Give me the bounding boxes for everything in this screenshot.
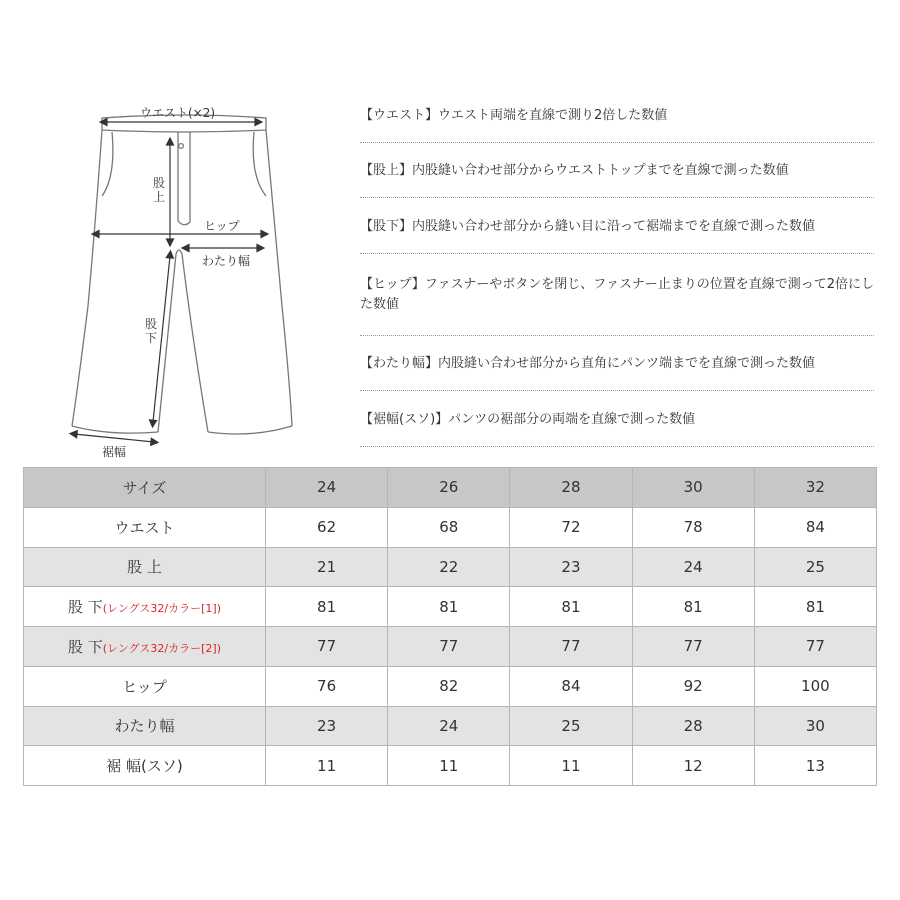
pants-diagram: [60, 96, 310, 462]
definition-text: 【裾幅(スソ)】パンツの裾部分の両端を直線で測った数値: [360, 412, 696, 427]
row-note: (レングス32/カラー[2]): [102, 641, 222, 655]
value-cell: 84: [754, 507, 876, 547]
row-label-cell: [24, 666, 266, 706]
row-label-cell: [24, 627, 266, 667]
value-cell: 76: [266, 666, 388, 706]
value-cell: 81: [632, 587, 754, 627]
value-cell: 62: [266, 507, 388, 547]
definition-text: 【股下】内股縫い合わせ部分から縫い目に沿って裾端までを直線で測った数値: [360, 219, 816, 234]
value-cell: 81: [754, 587, 876, 627]
table-row: [24, 706, 877, 746]
crotch-line: [176, 250, 182, 254]
value-cell: 24: [632, 547, 754, 587]
definition-text: 【ヒップ】ファスナーやボタンを閉じ、ファスナー止まりの位置を直線で測って2倍にした数値: [360, 277, 874, 312]
value-cell: 23: [510, 547, 632, 587]
size-cell: 30: [632, 468, 754, 508]
table-row: [24, 507, 877, 547]
value-cell: 12: [632, 746, 754, 786]
header-label-cell: サイズ: [24, 468, 266, 508]
hem-label: 裾幅: [102, 445, 127, 459]
value-cell: 81: [266, 587, 388, 627]
row-label-cell: [24, 587, 266, 627]
value-cell: 77: [388, 627, 510, 667]
row-label-cell: [24, 507, 266, 547]
value-cell: 11: [388, 746, 510, 786]
definition-text: 【ウエスト】ウエスト両端を直線で測り2倍した数値: [360, 108, 668, 123]
value-cell: 92: [632, 666, 754, 706]
value-cell: 77: [510, 627, 632, 667]
value-cell: 72: [510, 507, 632, 547]
row-label: 股 上: [127, 558, 162, 577]
table-row: [24, 627, 877, 667]
row-label: ウエスト: [114, 518, 175, 537]
value-cell: 28: [632, 706, 754, 746]
table-row: [24, 547, 877, 587]
size-cell: 32: [754, 468, 876, 508]
left-leg-outer-line: [72, 130, 102, 426]
left-pocket-line: [102, 132, 113, 196]
row-label: ヒップ: [122, 677, 167, 696]
definition-rise: [360, 161, 874, 198]
definition-hip: [360, 275, 874, 336]
value-cell: 25: [754, 547, 876, 587]
definition-thigh: [360, 354, 874, 391]
value-cell: 82: [388, 666, 510, 706]
left-hem-line: [72, 426, 158, 433]
right-hem-line: [208, 426, 292, 434]
size-table: [23, 467, 877, 786]
hip-label: ヒップ: [204, 219, 240, 233]
table-header-row: [24, 468, 877, 508]
value-cell: 11: [510, 746, 632, 786]
value-cell: 81: [388, 587, 510, 627]
value-cell: 25: [510, 706, 632, 746]
right-leg-outer-line: [266, 130, 292, 426]
row-label-cell: [24, 746, 266, 786]
rise-label: 股上: [152, 176, 165, 204]
value-cell: 22: [388, 547, 510, 587]
size-cell: 24: [266, 468, 388, 508]
value-cell: 100: [754, 666, 876, 706]
size-cell: 26: [388, 468, 510, 508]
table-row: [24, 587, 877, 627]
value-cell: 77: [632, 627, 754, 667]
value-cell: 68: [388, 507, 510, 547]
table-row: [24, 666, 877, 706]
definition-hem: [360, 410, 874, 447]
value-cell: 77: [754, 627, 876, 667]
row-label: 股 下: [67, 598, 103, 617]
hem-arrow: [74, 434, 154, 442]
pants-illustration: [60, 96, 310, 462]
row-note: (レングス32/カラー[1]): [102, 602, 222, 616]
definition-text: 【わたり幅】内股縫い合わせ部分から直角にパンツ端までを直線で測った数値: [360, 356, 816, 371]
thigh-label: わたり幅: [202, 254, 251, 268]
value-cell: 21: [266, 547, 388, 587]
value-cell: 30: [754, 706, 876, 746]
value-cell: 81: [510, 587, 632, 627]
right-pocket-line: [253, 132, 266, 196]
value-cell: 23: [266, 706, 388, 746]
definition-text: 【股上】内股縫い合わせ部分からウエストトップまでを直線で測った数値: [360, 163, 789, 178]
row-label-cell: [24, 547, 266, 587]
value-cell: 78: [632, 507, 754, 547]
right-inner-leg-line: [182, 254, 208, 432]
row-label: 股 下: [67, 637, 103, 656]
value-cell: 11: [266, 746, 388, 786]
row-label: 裾 幅(スソ): [106, 757, 183, 776]
inseam-label: 股下: [144, 317, 157, 345]
row-label: わたり幅: [114, 717, 175, 736]
table-row: [24, 746, 877, 786]
button-icon: [179, 144, 184, 149]
value-cell: 13: [754, 746, 876, 786]
value-cell: 24: [388, 706, 510, 746]
row-label-cell: [24, 706, 266, 746]
definition-inseam: [360, 217, 874, 254]
definition-waist: [360, 106, 874, 143]
waist-label: ウエスト(×2): [140, 106, 216, 120]
size-cell: 28: [510, 468, 632, 508]
value-cell: 84: [510, 666, 632, 706]
value-cell: 77: [266, 627, 388, 667]
